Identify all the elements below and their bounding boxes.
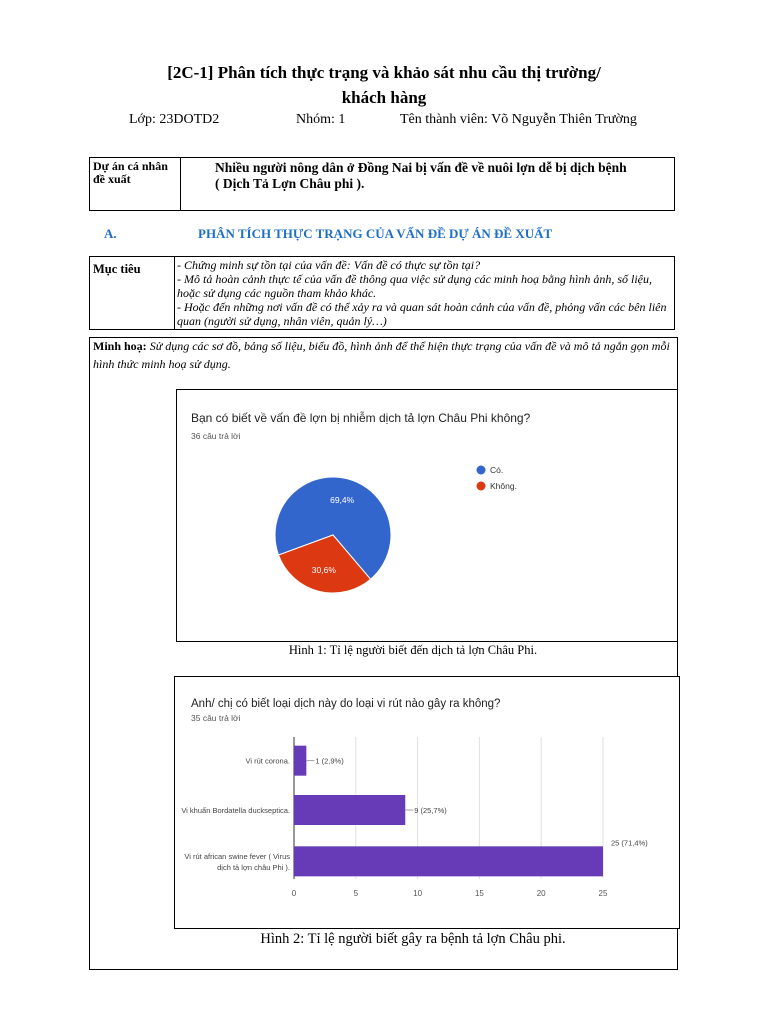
x-tick-label: 20 (536, 889, 546, 898)
category-label: Vi rút corona. (245, 756, 290, 766)
project-label: Dự án cá nhân đề xuất (90, 158, 181, 211)
project-text-line1: Nhiều người nông dân ở Đồng Nai bị vấn đề về nuôi lợn dễ bị dịch bệnh (215, 160, 627, 175)
member-label: Tên thành viên: Võ Nguyễn Thiên Trường (400, 112, 637, 127)
bar (294, 795, 405, 825)
bar-chart-subtitle: 35 câu trả lời (191, 713, 241, 723)
project-description (181, 158, 675, 211)
page-title-line2: khách hàng (341, 88, 427, 107)
section-a-letter: A. (104, 226, 117, 241)
figure1-caption: Hình 1: Tỉ lệ người biết đến dịch tả lợn Châu Phi. (288, 643, 538, 657)
category-label: Vi rút african swine fever ( Virus (184, 851, 290, 861)
legend-label: Có. (490, 465, 504, 475)
group-label: Nhóm: 1 (296, 112, 346, 127)
goal-label: Mục tiêu (90, 257, 175, 330)
legend-label: Không. (490, 481, 517, 491)
pie-chart (177, 390, 677, 641)
x-tick-label: 10 (413, 889, 423, 898)
bar (294, 746, 306, 776)
project-text-line2: ( Dịch Tả Lợn Châu phi ). (215, 176, 365, 191)
pie-data-label: 30,6% (311, 564, 336, 575)
category-label: dịch tả lợn châu Phi ). (217, 862, 290, 872)
bar-chart (175, 677, 679, 928)
pie-chart-title: Bạn có biết về vấn đề lợn bị nhiễm dịch tả lợn Châu Phi không? (191, 411, 531, 425)
goal-line: - Chứng minh sự tồn tại của vấn đề: Vấn đề có thực sự tồn tại? (177, 258, 481, 272)
figure2-caption: Hình 2: Tỉ lệ người biết gây ra bệnh tả lợn Châu phi. (260, 931, 566, 947)
bar (294, 846, 603, 876)
goal-line: - Mô tả hoàn cảnh thực tế của vấn đề thông qua việc sử dụng các minh hoạ bằng hình ảnh, số liệu, hoặc sử dụng các nguồn tham khảo khác. (177, 272, 653, 300)
section-a-title: PHÂN TÍCH THỰC TRẠNG CỦA VẤN ĐỀ DỰ ÁN ĐỀ XUẤT (198, 226, 553, 241)
figure2-frame (174, 676, 680, 929)
illustration-description: Sử dụng các sơ đồ, bảng số liệu, biểu đồ, hình ảnh để thể hiện thực trạng của vấn đề và mô tả ngắn gọn mỗi hình thức minh hoạ sử dụng. (93, 339, 670, 371)
page-title: [2C-1] Phân tích thực trạng và khảo sát nhu cầu thị trường/ (167, 63, 601, 82)
project-table (89, 157, 675, 211)
goal-description (175, 257, 675, 330)
legend-swatch (477, 482, 486, 491)
class-label: Lớp: 23DOTD2 (129, 112, 220, 127)
pie-data-label: 69,4% (330, 495, 355, 506)
bar-data-label: 1 (2,9%) (315, 756, 344, 766)
x-tick-label: 25 (598, 889, 608, 898)
goal-table (89, 256, 675, 330)
x-tick-label: 0 (291, 889, 297, 898)
legend-swatch (477, 466, 486, 475)
bar-chart-title: Anh/ chị có biết loại dịch này do loại vi rút nào gây ra không? (191, 698, 501, 710)
x-tick-label: 15 (474, 889, 484, 898)
category-label: Vi khuẩn Bordatella duckseptica. (181, 806, 290, 815)
bar-data-label: 25 (71,4%) (611, 838, 648, 848)
illustration-text (93, 337, 675, 373)
pie-chart-subtitle: 36 câu trả lời (191, 431, 241, 441)
x-tick-label: 5 (353, 889, 359, 898)
figure1-frame (176, 389, 678, 642)
goal-line: - Hoặc đến những nơi vấn đề có thể xảy ra và quan sát hoàn cảnh của vấn đề, phỏng vấn các bên liên quan (người sử dụng, nhân viên, quản lý…) (177, 300, 667, 328)
illustration-label: Minh hoạ: (93, 339, 147, 353)
bar-data-label: 9 (25,7%) (414, 806, 447, 815)
